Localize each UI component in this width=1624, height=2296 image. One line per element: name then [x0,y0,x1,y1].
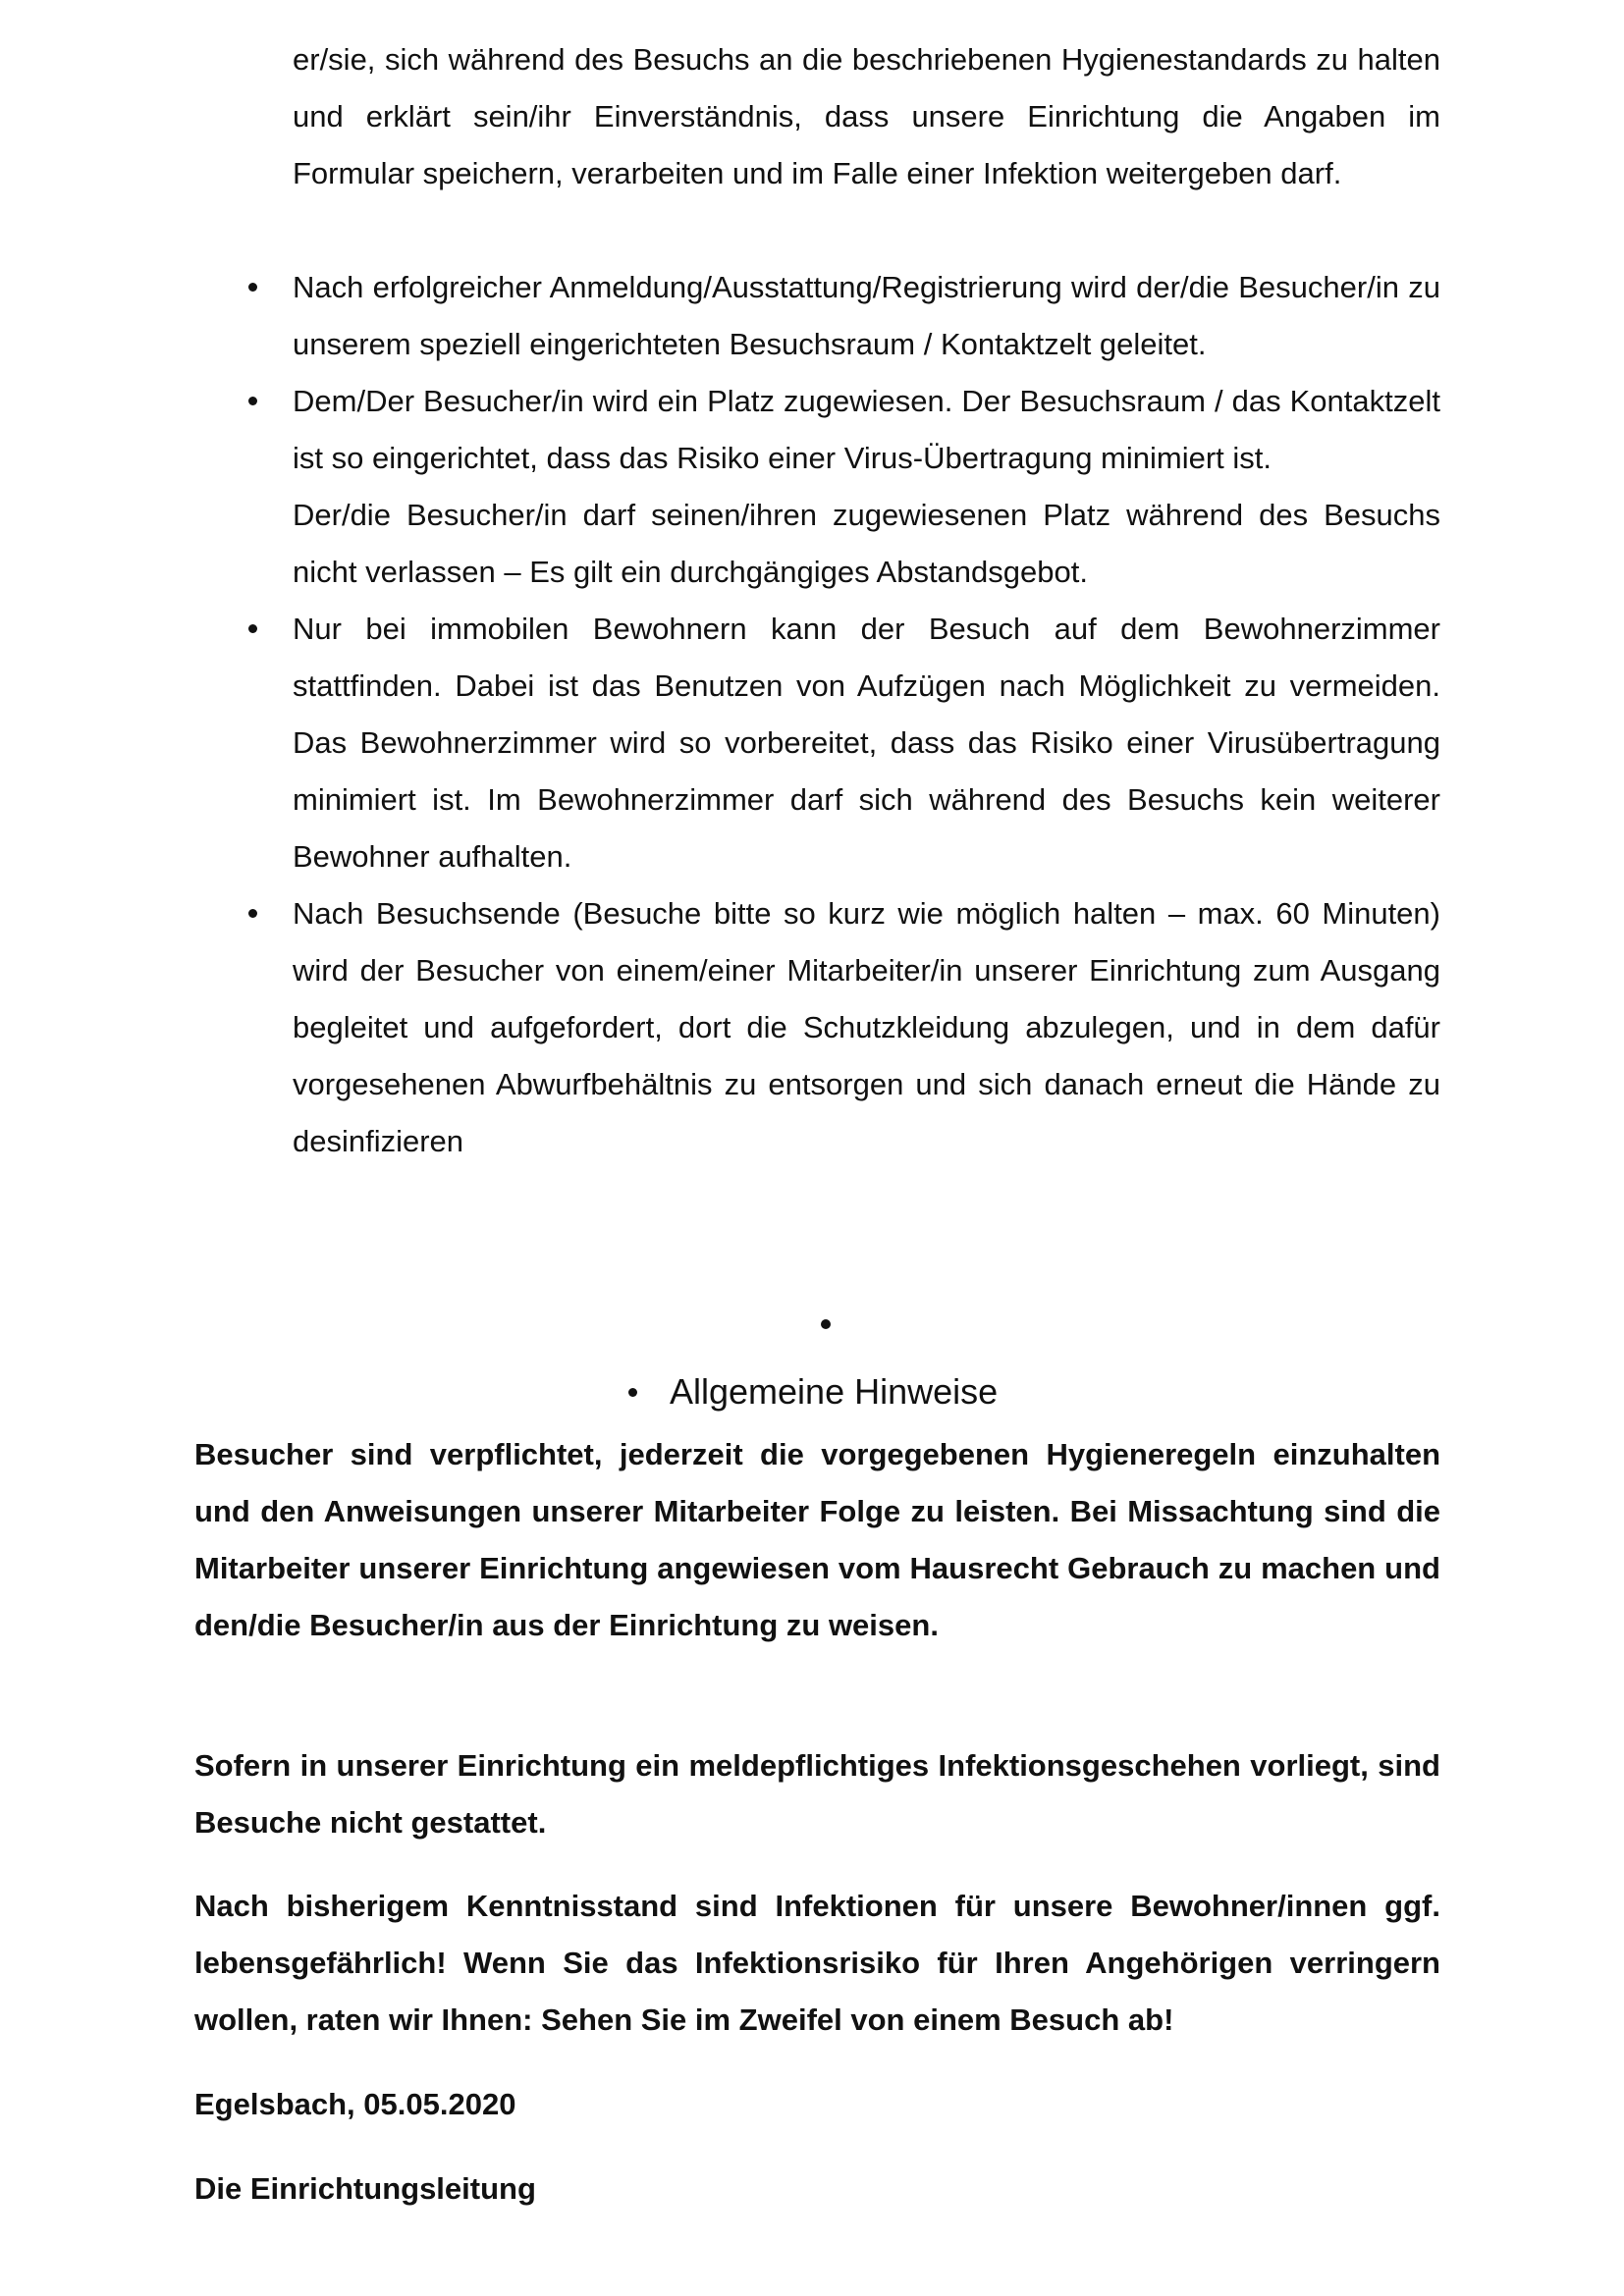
notice-paragraph [194,1878,1440,2049]
signature-text: Die Einrichtungsleitung [194,2171,536,2206]
list-item-text: Dem/Der Besucher/in wird ein Platz zugewiesen. Der Besuchsraum / das Kontaktzelt ist so eingerichtet, dass das Risiko einer Virus-Übertragung minimiert ist. [293,384,1440,475]
section-heading-row [628,1362,998,1421]
list-item [241,601,1440,885]
bullet-icon [628,1388,637,1397]
bullet-icon [248,397,257,405]
list-item [241,259,1440,373]
list-item-text: Nur bei immobilen Bewohnern kann der Besuch auf dem Bewohnerzimmer stattfinden. Dabei ist das Benutzen von Aufzügen nach Möglichkeit zu vermeiden. Das Bewohnerzimmer wird so vorbereitet, dass das Risiko einer Virusübertragung minimiert ist. Im Bewohnerzimmer darf sich während des Besuchs kein weiterer Bewohner aufhalten. [293,612,1440,874]
list-item-text: Nach erfolgreicher Anmeldung/Ausstattung/Registrierung wird der/die Besucher/in zu unserem speziell eingerichteten Besuchsraum / Kontaktzelt geleitet. [293,270,1440,361]
notice-paragraph [194,1737,1440,1851]
bullet-list [241,259,1440,1170]
list-item [241,885,1440,1170]
list-item-text-continued: Der/die Besucher/in darf seinen/ihren zugewiesenen Platz während des Besuchs nicht verlassen – Es gilt ein durchgängiges Abstandsgebot. [293,498,1440,589]
empty-bullet-icon [821,1319,831,1329]
notice-paragraph [194,1426,1440,1654]
bullet-icon [248,283,257,292]
notice-text: Besucher sind verpflichtet, jederzeit die vorgegebenen Hygieneregeln einzuhalten und den Anweisungen unserer Mitarbeiter Folge zu leisten. Bei Missachtung sind die Mitarbeiter unserer Einrichtung angewiesen vom Hausrecht Gebrauch zu machen und den/die Besucher/in aus der Einrichtung zu weisen. [194,1437,1440,1642]
place-date [194,2076,1440,2133]
place-date-text: Egelsbach, 05.05.2020 [194,2087,516,2121]
bullet-icon [248,909,257,918]
list-item [241,373,1440,601]
continuation-paragraph: er/sie, sich während des Besuchs an die beschriebenen Hygienestandards zu halten und erklärt sein/ihr Einverständnis, dass unsere Einrichtung die Angaben im Formular speichern, verarbeiten und im Falle einer Infektion weitergeben darf. [293,42,1440,190]
list-item-text: Nach Besuchsende (Besuche bitte so kurz wie möglich halten – max. 60 Minuten) wird der Besucher von einem/einer Mitarbeiter/in unserer Einrichtung zum Ausgang begleitet und aufgefordert, dort die Schutzkleidung abzulegen, und in dem dafür vorgesehenen Abwurfbehältnis zu entsorgen und sich danach erneut die Hände zu desinfizieren [293,896,1440,1158]
notice-text: Nach bisherigem Kenntnisstand sind Infektionen für unsere Bewohner/innen ggf. lebensgefährlich! Wenn Sie das Infektionsrisiko für Ihren Angehörigen verringern wollen, raten wir Ihnen: Sehen Sie im Zweifel von einem Besuch ab! [194,1889,1440,2037]
bullet-icon [248,624,257,633]
notice-text: Sofern in unserer Einrichtung ein meldepflichtiges Infektionsgeschehen vorliegt, sind Besuche nicht gestattet. [194,1748,1440,1840]
section-heading: Allgemeine Hinweise [670,1371,999,1412]
signature [194,2161,1440,2217]
